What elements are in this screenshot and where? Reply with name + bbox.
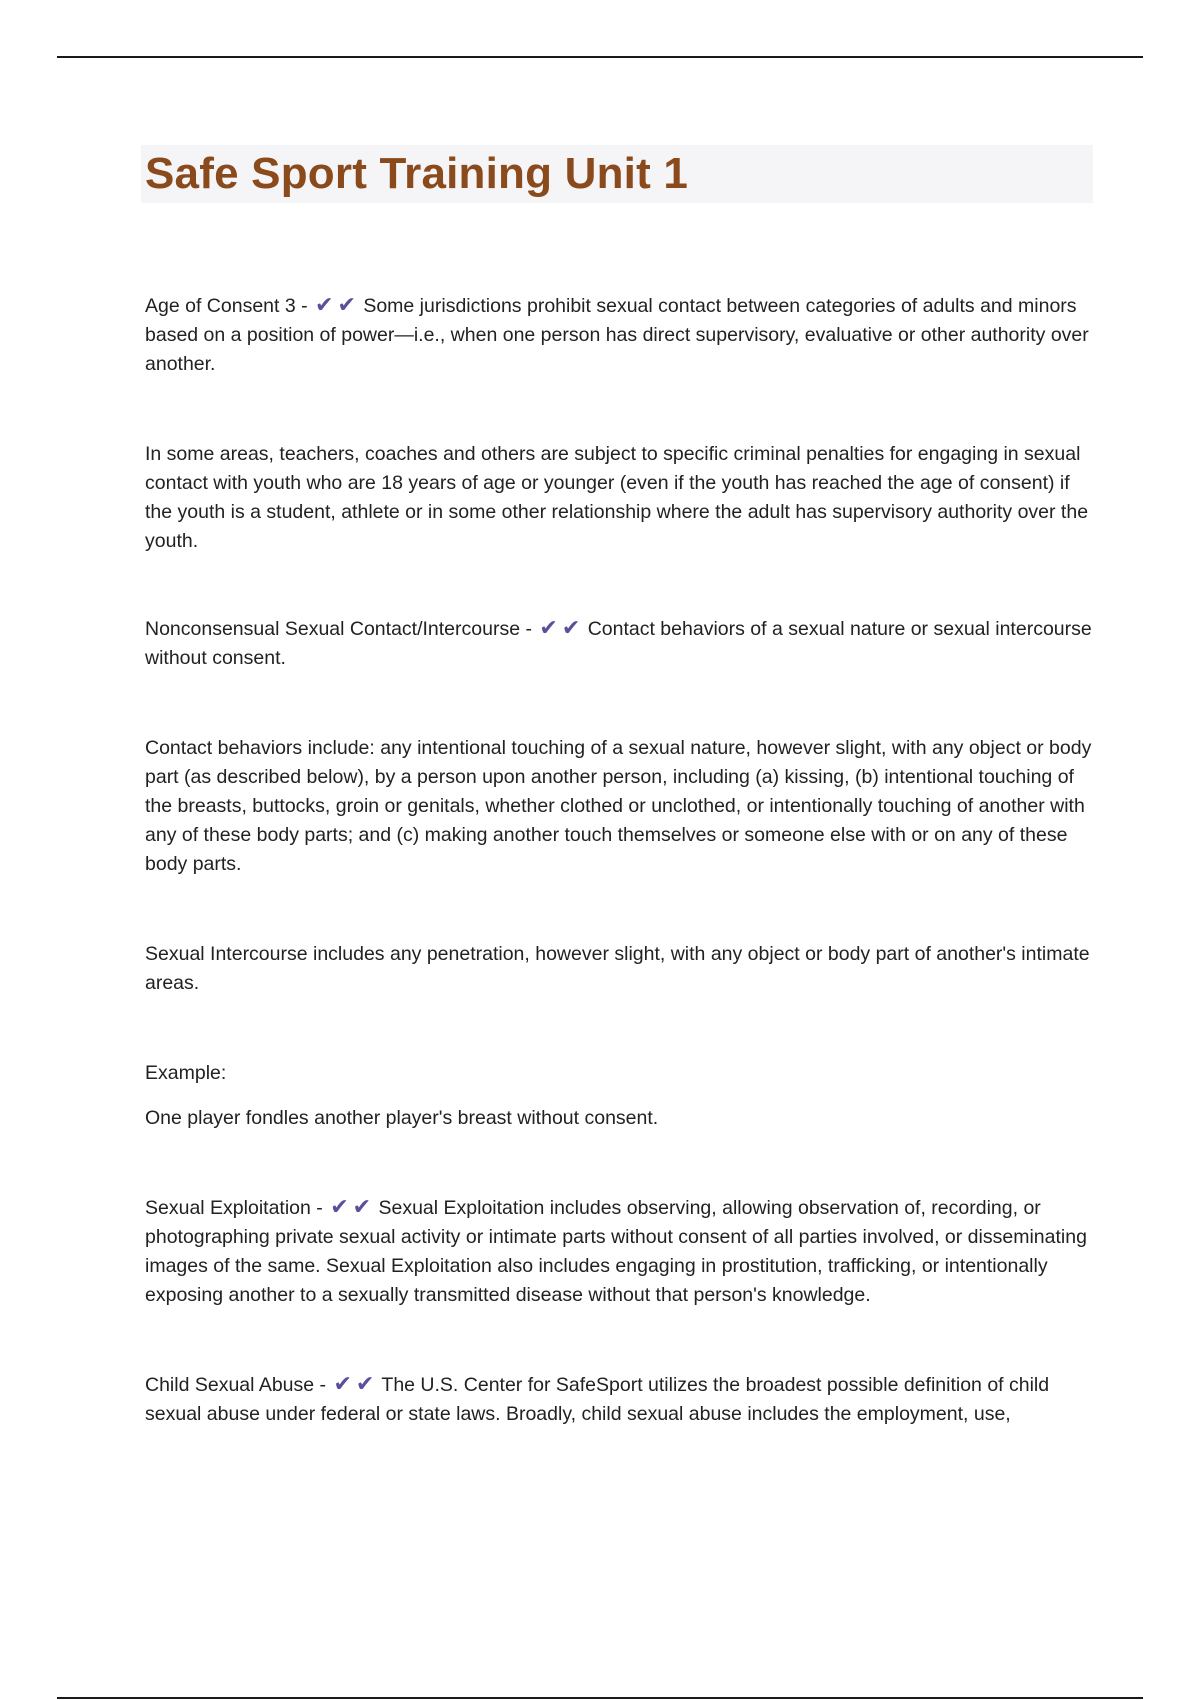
check-icon: ✔ bbox=[330, 1194, 349, 1219]
term-definition: Some jurisdictions prohibit sexual contact between categories of adults and minors based on a position of power—i.e., when one person has direct supervisory, evaluative or other authority over another. bbox=[145, 295, 1089, 375]
bottom-rule bbox=[57, 1697, 1143, 1699]
check-icon: ✔ bbox=[315, 292, 334, 317]
check-icon: ✔ bbox=[561, 615, 581, 640]
check-icon: ✔ bbox=[355, 1371, 375, 1396]
entry-nonconsensual-contact bbox=[145, 615, 1095, 673]
check-icon: ✔ bbox=[337, 292, 356, 317]
entry-child-sexual-abuse bbox=[145, 1371, 1095, 1429]
document-body bbox=[145, 292, 1095, 1429]
term-label: Child Sexual Abuse - bbox=[145, 1374, 332, 1396]
entry-sexual-exploitation bbox=[145, 1194, 1095, 1310]
check-icon: ✔ bbox=[352, 1194, 372, 1219]
example-text: One player fondles another player's breast without consent. bbox=[145, 1107, 659, 1129]
term-definition: The U.S. Center for SafeSport utilizes the broadest possible definition of child sexual abuse under federal or state laws. Broadly, child sexual abuse includes the employment, use, bbox=[145, 1374, 1050, 1425]
paragraph: Sexual Intercourse includes any penetration, however slight, with any object or body part of another's intimate areas. bbox=[145, 943, 1090, 994]
term-label: Nonconsensual Sexual Contact/Intercourse - bbox=[145, 618, 538, 640]
example-label: Example: bbox=[145, 1062, 227, 1084]
document-title: Safe Sport Training Unit 1 bbox=[145, 149, 689, 198]
term-label: Sexual Exploitation - bbox=[145, 1197, 329, 1219]
top-rule bbox=[57, 56, 1143, 58]
check-icon: ✔ bbox=[539, 615, 558, 640]
entry-age-of-consent bbox=[145, 292, 1095, 379]
paragraph: In some areas, teachers, coaches and others are subject to specific criminal penalties for engaging in sexual contact with youth who are 18 years of age or younger (even if the youth has reached the age of consent) if the youth is a student, athlete or in some other relationship where the adult has supervisory authority over the youth. bbox=[145, 443, 1089, 552]
term-label: Age of Consent 3 - bbox=[145, 295, 314, 317]
term-definition: Contact behaviors of a sexual nature or sexual intercourse without consent. bbox=[145, 618, 1092, 669]
term-definition: Sexual Exploitation includes observing, allowing observation of, recording, or photographing private sexual activity or intimate parts without consent of all parties involved, or disseminating images of the same. Sexual Exploitation also includes engaging in prostitution, trafficking, or intentionally exposing another to a sexually transmitted disease without that person's knowledge. bbox=[145, 1197, 1087, 1306]
paragraph: Contact behaviors include: any intentional touching of a sexual nature, however slight, with any object or body part (as described below), by a person upon another person, including (a) kissing, (b) intentional touching of the breasts, buttocks, groin or genitals, whether clothed or unclothed, or intentionally touching of another with any of these body parts; and (c) making another touch themselves or someone else with or on any of these body parts. bbox=[145, 737, 1092, 875]
check-icon: ✔ bbox=[333, 1371, 352, 1396]
